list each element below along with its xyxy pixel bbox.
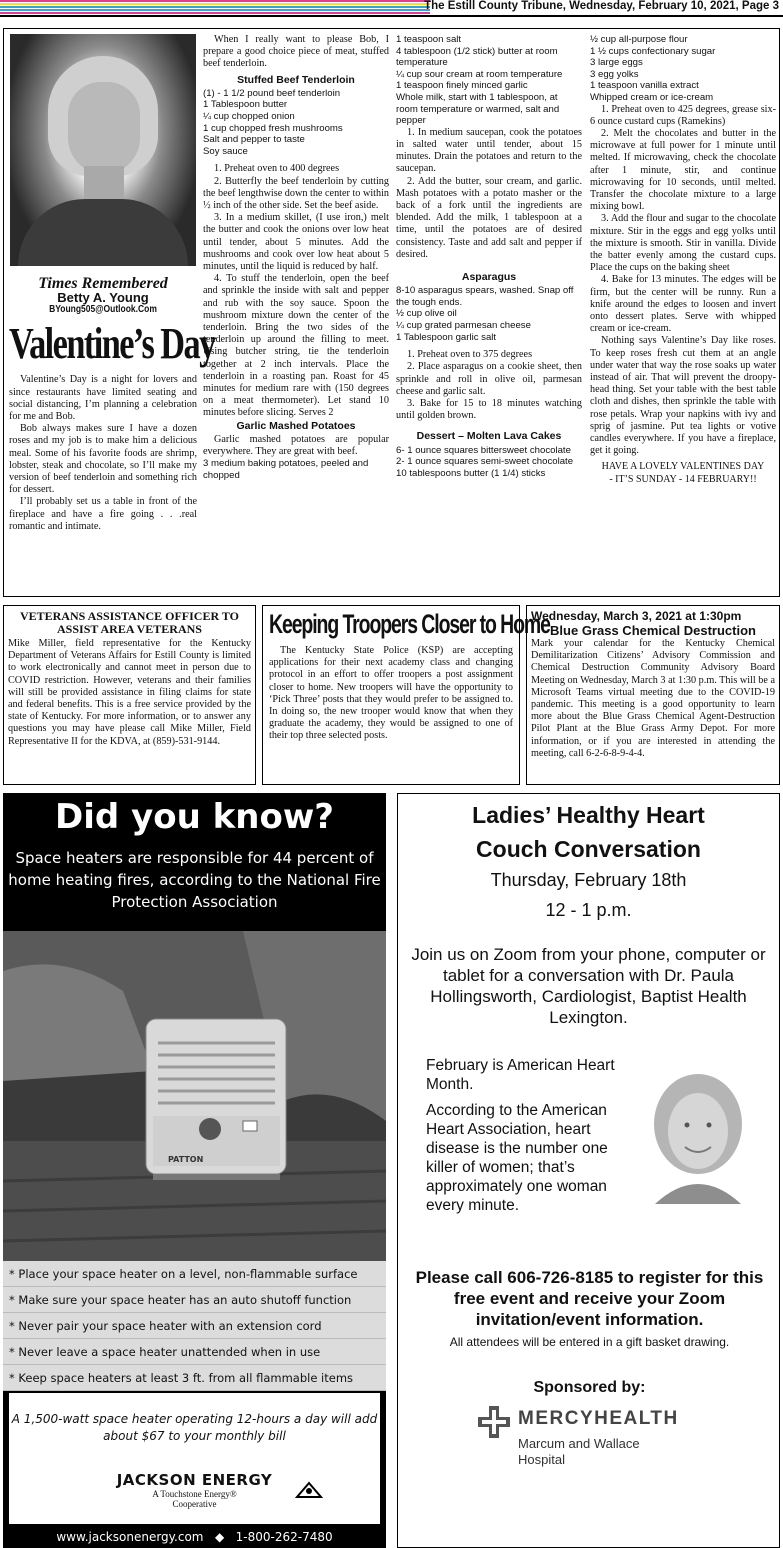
heart-event-ad — [397, 793, 780, 1548]
garlic-title: Garlic Mashed Potatoes — [236, 419, 356, 432]
author-email[interactable]: BYoung505@Outlook.Com — [49, 304, 157, 316]
recipe-step: 1. Preheat oven to 400 degrees — [214, 163, 340, 175]
footer-phone[interactable]: 1-800-262-7480 — [235, 1530, 333, 1544]
recipe-step: 1. Preheat oven to 375 degrees — [407, 349, 533, 361]
intro-paragraphs — [9, 374, 197, 533]
recipe-step: 1. Preheat oven to 425 degrees, grease six- 6 ounce custard cups (Ramekins) — [590, 103, 776, 127]
ingredient: 1 cup chopped fresh mushrooms — [203, 122, 343, 134]
ingredient: ½ cup olive oil — [396, 308, 457, 320]
heater-brand: PATTON — [168, 1155, 204, 1164]
ingredient: 1 Tablespoon garlic salt — [396, 331, 497, 343]
sponsor-sub-2: Cooperative — [172, 1499, 217, 1509]
asparagus-title: Asparagus — [461, 270, 517, 283]
signoff-1: HAVE A LOVELY VALENTINES DAY — [601, 461, 765, 473]
ingredient: 2- 1 ounce squares semi-sweet chocolate — [396, 456, 574, 468]
stuffed-steps — [203, 163, 389, 419]
color-bars — [0, 0, 430, 16]
header-rule — [0, 15, 783, 17]
dyk-subtitle: Space heaters are responsible for 44 percent of home heating fires, according to the National Fire Protection Association — [8, 849, 381, 911]
garlic-intro: Garlic mashed potatoes are popular everywhere. They are great with beef. — [203, 433, 389, 458]
bluegrass-box — [526, 605, 780, 785]
color-bar — [0, 9, 430, 11]
recipe-step: 1. In medium saucepan, cook the potatoes in salted water until tender, about 15 minutes. Drain the potatoes and return to the saucepan. — [396, 126, 582, 175]
mercy-hospital — [518, 1436, 640, 1468]
recipe-step: 3. Bake for 15 to 18 minutes watching until golden brown. — [396, 397, 582, 422]
troopers-title: Keeping Troopers Closer to Home — [269, 609, 550, 639]
heart-facts — [426, 1056, 631, 1215]
color-bar — [0, 6, 430, 8]
space-heater-photo — [3, 931, 386, 1261]
recipe-step: 3. Add the flour and sugar to the chocolate mixture. Stir in the eggs and egg yolks until the mixture is smooth. Stir in vanilla. Divide the batter evenly among the custard cups. Place the cups on the baking sheet — [590, 213, 776, 274]
ingredient: 1 teaspoon salt — [396, 34, 462, 45]
event-time: 12 - 1 p.m. — [545, 900, 632, 920]
ingredient: 1 teaspoon finely minced garlic — [396, 80, 528, 92]
dessert-ingredients-a — [396, 445, 582, 480]
ingredient: 3 large eggs — [590, 57, 643, 69]
recipe-step: 4. To stuff the tenderloin, open the beef and sprinkle the inside with salt and pepper and rub with the soy sauce. Spoon the mushroom mixture down the center of the tenderloin. Bring the two sides of the tenderloin up around the filling to meet. Using butcher string, tie the tenderloin together at 2 inch intervals. Place the tenderloin in a roasting pan. Roast for 45 minutes for medium rare with (150 degrees on a meat thermometer). Let stand 10 minutes before slicing. Serves 2 — [203, 273, 389, 419]
feature-column-2 — [203, 34, 389, 481]
signoff-2: - IT’S SUNDAY - 14 FEBRUARY!! — [609, 473, 757, 485]
page-header: The Estill County Tribune, Wednesday, February 10, 2021, Page 3 — [424, 0, 779, 12]
recipe-step: 3. In a medium skillet, (I use iron,) melt the butter and cook the onions over low heat until tender, about 5 minutes. Add the mushrooms and cook over low heat about 5 minutes, until the liquid is reduced by half. — [203, 212, 389, 272]
safety-tip: * Keep space heaters at least 3 ft. from all flammable items — [3, 1365, 386, 1391]
recipe-step: Nothing says Valentine’s Day like roses. To keep roses fresh cut them at an angle under water that way the rose soaks up water instead of air. That will prevent the droopy-head thing. Set your table with the best table cloth and dishes, then sprinkle the table with rose petals. Wrap your napkins with ivy and sprig of jasmine. Put tea lights or votive candles everywhere. If you have a fireplace, get it going. — [590, 335, 776, 457]
veterans-body: Mike Miller, field representative for the Kentucky Department of Veterans Affairs for Estill County is limited to work electronically and cannot meet in person due to COVID restriction. However, veterans and their families will still be provided assistance in filing claims for state and federal benefits. This is a free service provided by the state of Kentucky. For more information, or to answer any questions you may have please call Mike Miller, Field Representative II for the KDVA, at (859)-531-9144. — [8, 638, 251, 747]
headline: Valentine’s Day — [9, 319, 215, 369]
dyk-footer — [3, 1526, 386, 1548]
color-bar — [0, 12, 430, 14]
ingredient: 6- 1 ounce squares bittersweet chocolate — [396, 444, 571, 456]
ingredient: Soy sauce — [203, 145, 248, 157]
ingredient: ¼ cup grated parmesan cheese — [396, 319, 531, 331]
veterans-box — [3, 605, 256, 785]
sponsored-by: Sponsored by: — [533, 1379, 646, 1396]
col2-intro: When I really want to please Bob, I prepare a good choice piece of meat, stuffed beef tenderloin. — [203, 34, 389, 70]
ingredient: 8-10 asparagus spears, washed. Snap off the tough ends. — [396, 285, 574, 308]
recipe-step: 2. Place asparagus on a cookie sheet, then sprinkle and roll in olive oil, parmesan cheese and garlic salt. — [396, 361, 582, 397]
author-photo — [10, 34, 196, 266]
ingredient: ¼ cup sour cream at room temperature — [396, 68, 563, 80]
heart-stat: According to the American Heart Association, heart disease is the number one killer of women; that’s approximately one woman every minute. — [426, 1102, 608, 1214]
mercy-sub-2: Hospital — [518, 1452, 565, 1467]
mercy-name: MERCYHEALTH — [518, 1408, 679, 1429]
call-to-register: Please call 606-726-8185 to register for this free event and receive your Zoom invitation/event information. — [415, 1268, 764, 1329]
ingredient: ¼ cup chopped onion — [203, 111, 295, 122]
footer-url[interactable]: www.jacksonenergy.com — [56, 1530, 204, 1544]
bluegrass-date: Wednesday, March 3, 2021 at 1:30pm — [531, 609, 742, 623]
dyk-title: Did you know? — [55, 797, 334, 837]
feature-column-3 — [396, 34, 582, 479]
ingredient: 1 teaspoon vanilla extract — [590, 80, 699, 92]
sponsor-sub-1: A Touchstone Energy® — [152, 1489, 237, 1499]
veterans-title: VETERANS ASSISTANCE OFFICER TO ASSIST AREA VETERANS — [19, 609, 240, 636]
safety-tip: * Make sure your space heater has an auto shutoff function — [3, 1287, 386, 1313]
bluegrass-body: Mark your calendar for the Kentucky Chemical Demilitarization Citizens’ Advisory Commission and Chemical Destruction Community Advisory Board Meeting on Wednesday, March 3 at 1:30 p.m. This will be a Microsoft Teams virtual meeting due to the COVID-19 pandemic. This meeting is a good opportunity to learn more about the Blue Grass Chemical Agent-Destruction Pilot Plant at the Blue Grass Army Depot. For more information, or if you are interested in attending the meeting, call 6-2-6-8-9-4-4. — [531, 638, 775, 759]
recipe-step: 2. Butterfly the beef tenderloin by cutting the beef lengthwise down the center to within ½ inch of the other side. Set the beef aside. — [203, 175, 389, 211]
intro-paragraph: Bob always makes sure I have a dozen roses and my job is to make him a delicious meal. Some of his favorite foods are shrimp, lobster, steak and chocolate, so I’ll make my version of beef tenderloin and something rich for dessert. — [9, 423, 197, 496]
ingredient: Whole milk, start with 1 tablespoon, at room temperature or warmed, salt and pepper — [396, 91, 560, 127]
stuffed-title: Stuffed Beef Tenderloin — [237, 73, 355, 86]
safety-tips — [3, 1261, 386, 1391]
dessert-steps — [590, 104, 776, 458]
ingredient: 4 tablespoon (1/2 stick) butter at room temperature — [396, 45, 558, 69]
ingredient: Whipped cream or ice-cream — [590, 91, 714, 103]
ingredient: (1) - 1 1/2 pound beef tenderloin — [203, 87, 341, 99]
feature-column-4 — [590, 34, 776, 486]
recipe-step: 2. Add the butter, sour cream, and garlic. Mash potatoes with a potato masher or the back of a fork until the ingredients are blended. Add the milk, 1 tablespoon at a time, until the potatoes are of desired consistency. Taste and add salt and pepper if desired. — [396, 175, 582, 260]
ingredient: 10 tablespoons butter (1 1/4) sticks — [396, 467, 546, 479]
sponsor-name: JACKSON ENERGY — [116, 1471, 273, 1489]
dyk-info-panel — [9, 1393, 380, 1524]
color-bar — [0, 3, 430, 5]
heart-title-2: Couch Conversation — [476, 836, 701, 862]
doctor-photo — [643, 1069, 753, 1204]
zoom-description: Join us on Zoom from your phone, computer or tablet for a conversation with Dr. Paula Hollingsworth, Cardiologist, Baptist Health Lexington. — [411, 945, 766, 1027]
dessert-title: Dessert – Molten Lava Cakes — [416, 430, 562, 443]
ingredient: ½ cup all-purpose flour — [590, 34, 688, 45]
did-you-know-ad — [3, 793, 386, 1548]
safety-tip: * Never leave a space heater unattended when in use — [3, 1339, 386, 1365]
stuffed-ingredients — [203, 88, 389, 158]
troopers-box — [262, 605, 550, 785]
bluegrass-title: Blue Grass Chemical Destruction — [550, 623, 756, 638]
recipe-step: 4. Bake for 13 minutes. The edges will be firm, but the center will be runny. Run a knife around the edges to loosen and invert onto dessert plates. Serve with whipped cream or ice-cream. — [590, 274, 776, 335]
intro-paragraph: I’ll probably set us a table in front of the fireplace and have a fire going . . .real romantic and intimate. — [9, 496, 197, 532]
garlic-steps — [396, 127, 582, 261]
mercyhealth-logo — [476, 1404, 716, 1484]
dessert-ingredients-b — [590, 34, 776, 104]
heart-title-1: Ladies’ Healthy Heart — [472, 802, 705, 828]
mercy-sub-1: Marcum and Wallace — [518, 1436, 640, 1451]
safety-tip: * Place your space heater on a level, non-flammable surface — [3, 1261, 386, 1287]
ingredient: Salt and pepper to taste — [203, 134, 305, 146]
asparagus-ingredients — [396, 285, 582, 343]
asparagus-steps — [396, 349, 582, 422]
column-title: Times Remembered — [38, 275, 168, 292]
troopers-body: The Kentucky State Police (KSP) are accepting applications for their next academy class and changing protocol in an effort to offer troopers a post assignment closer to home. New troopers will have the opportunity to ‘Pick Three’ posts that they would prefer to be assigned to. In doing so, the new trooper would know that when they graduate the academy, they would be assigned to one of their top three selected posts. — [269, 645, 513, 742]
ingredient: 1 Tablespoon butter — [203, 99, 288, 111]
event-date: Thursday, February 18th — [490, 870, 687, 890]
heart-month: February is American Heart Month. — [426, 1057, 615, 1093]
footer-diamond-icon: ◆ — [214, 1530, 225, 1544]
safety-tip: * Never pair your space heater with an extension cord — [3, 1313, 386, 1339]
intro-paragraph: Valentine’s Day is a night for lovers and since restaurants have limited seating and social distancing, I’m planning a celebration for me and Bob. — [9, 374, 197, 423]
color-bar — [0, 0, 430, 2]
mercy-cross-icon — [476, 1404, 512, 1440]
garlic-ingredients-a — [203, 458, 389, 481]
ingredient: 3 egg yolks — [590, 68, 639, 80]
gift-drawing-note: All attendees will be entered in a gift basket drawing. — [449, 1335, 730, 1349]
author-name: Betty A. Young — [57, 290, 149, 305]
times-remembered-feature — [3, 28, 780, 597]
cost-note: A 1,500-watt space heater operating 12-hours a day will add about $67 to your monthly bill — [11, 1412, 378, 1443]
recipe-step: 2. Melt the chocolates and butter in the microwave at full power for 1 minute until melted. If microwaving, check the chocolate after 1 minute, stir, and continue microwaving for 10 seconds, until melted. Transfer the chocolate mixture to a large mixing bowl. — [590, 127, 776, 213]
garlic-ingredients-b — [396, 34, 582, 127]
touchstone-logo-icon — [295, 1479, 323, 1499]
feature-column-1 — [9, 34, 215, 533]
ingredient: 3 medium baking potatoes, peeled and chopped — [203, 458, 369, 481]
ingredient: 1 ½ cups confectionary sugar — [590, 45, 716, 57]
